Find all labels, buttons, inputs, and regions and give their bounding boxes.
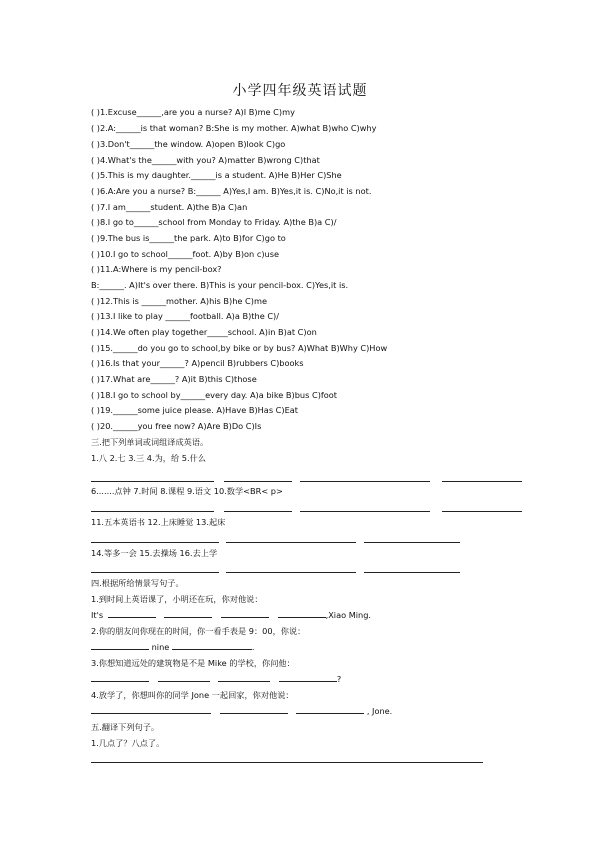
answer-line[interactable]: [91, 481, 214, 482]
answer-blank[interactable]: [221, 617, 269, 618]
question-17: ( )17.What are______? A)it B)this C)those: [91, 374, 257, 384]
answer-blank[interactable]: [158, 681, 210, 682]
answer-blank[interactable]: [172, 649, 252, 650]
question-15: ( )15.______do you go to school,by bike or by bus? A)What B)Why C)How: [91, 343, 388, 353]
question-7: ( )7.I am______student. A)the B)a C)an: [91, 202, 248, 212]
question-13: ( )13.I like to play ______football. A)a B)the C)/: [91, 311, 280, 321]
answer-text: nine: [151, 642, 170, 652]
answer-line[interactable]: [442, 511, 522, 512]
question-5: ( )5.This is my daughter.______is a student. A)He B)Her C)She: [91, 170, 342, 180]
question-11: ( )11.A:Where is my pencil-box?: [91, 264, 222, 274]
answer-line[interactable]: [91, 762, 483, 763]
answer-line[interactable]: [91, 542, 219, 543]
answer-text: ?: [336, 674, 342, 684]
answer-blank[interactable]: [218, 681, 270, 682]
question-16: ( )16.Is that your______? A)pencil B)rubbers C)books: [91, 358, 304, 368]
answer-text: , Jone.: [366, 706, 393, 716]
question-2: ( )2.A:______is that woman? B:She is my mother. A)what B)who C)why: [91, 123, 377, 133]
section-4-answer-1: [91, 610, 551, 621]
question-11-answer: B:______. A)It's over there. B)This is your pencil-box. C)Yes,it is.: [91, 280, 349, 290]
section-4-question-3: 3.你想知道远处的建筑物是不是 Mike 的学校，你问他：: [91, 658, 295, 668]
section-3-row-1: 1.八 2.七 3.三 4.为，给 5.什么: [91, 453, 206, 463]
section-4-question-1: 1.到时间上英语课了，小明还在玩，你对他说：: [91, 594, 263, 604]
answer-blank[interactable]: [220, 713, 288, 714]
question-6: ( )6.A:Are you a nurse? B:______ A)Yes,I am. B)Yes,it is. C)No,it is not.: [91, 186, 372, 196]
section-4-heading: 四.根据所给情景写句子。: [91, 578, 184, 588]
answer-blank[interactable]: [91, 681, 149, 682]
answer-blank[interactable]: [278, 617, 326, 618]
answer-line[interactable]: [224, 511, 292, 512]
section-3-row-2: 6.......点钟 7.时间 8.课程 9.语文 10.数学<BR< p>: [91, 486, 283, 496]
answer-line[interactable]: [364, 542, 460, 543]
answer-blank[interactable]: [91, 649, 149, 650]
answer-line[interactable]: [224, 481, 292, 482]
section-4-answer-3: [91, 674, 551, 685]
question-3: ( )3.Don't______the window. A)open B)look C)go: [91, 139, 286, 149]
question-19: ( )19.______some juice please. A)Have B)Has C)Eat: [91, 405, 298, 415]
question-4: ( )4.What's the______with you? A)matter B)wrong C)that: [91, 155, 320, 165]
answer-line[interactable]: [226, 572, 356, 573]
question-1: ( )1.Excuse______,are you a nurse? A)I B)me C)my: [91, 107, 295, 117]
answer-line[interactable]: [226, 542, 356, 543]
answer-blank[interactable]: [108, 617, 156, 618]
answer-text: It's: [91, 610, 104, 620]
answer-line[interactable]: [300, 481, 430, 482]
section-5-heading: 五.翻译下列句子。: [91, 722, 160, 732]
section-4-answer-2: [91, 642, 551, 653]
question-20: ( )20.______you free now? A)Are B)Do C)Is: [91, 421, 262, 431]
question-12: ( )12.This is ______mother. A)his B)he C)me: [91, 296, 267, 306]
section-4-answer-4: [91, 706, 551, 717]
page-title: 小学四年级英语试题: [232, 83, 368, 99]
section-3-row-3: 11.五本英语书 12.上床睡觉 13.起床: [91, 517, 226, 527]
question-14: ( )14.We often play together_____school. A)in B)at C)on: [91, 327, 317, 337]
answer-blank[interactable]: [91, 713, 211, 714]
answer-line[interactable]: [91, 572, 219, 573]
section-4-question-4: 4.放学了，你想叫你的同学 Jone 一起回家，你对他说：: [91, 690, 294, 700]
answer-line[interactable]: [300, 511, 430, 512]
section-3-heading: 三.把下列单词或词组译成英语。: [91, 437, 209, 447]
question-10: ( )10.I go to school______foot. A)by B)on c)use: [91, 249, 280, 259]
section-3-row-4: 14.等多一会 15.去操场 16.去上学: [91, 548, 218, 558]
answer-blank[interactable]: [279, 681, 337, 682]
answer-line[interactable]: [442, 481, 522, 482]
question-8: ( )8.I go to______school from Monday to Friday. A)the B)a C)/: [91, 217, 337, 227]
section-5-question-1: 1.几点了？八点了。: [91, 738, 165, 748]
answer-line[interactable]: [364, 572, 460, 573]
question-9: ( )9.The bus is______the park. A)to B)for C)go to: [91, 233, 286, 243]
question-18: ( )18.I go to school by______every day. A)a bike B)bus C)foot: [91, 390, 338, 400]
answer-text: ,Xiao Ming.: [325, 610, 372, 620]
answer-blank[interactable]: [296, 713, 364, 714]
answer-blank[interactable]: [164, 617, 212, 618]
answer-line[interactable]: [91, 511, 214, 512]
section-4-question-2: 2.你的朋友问你现在的时间，你一看手表是 9：00，你说：: [91, 626, 306, 636]
answer-text: .: [251, 642, 255, 652]
